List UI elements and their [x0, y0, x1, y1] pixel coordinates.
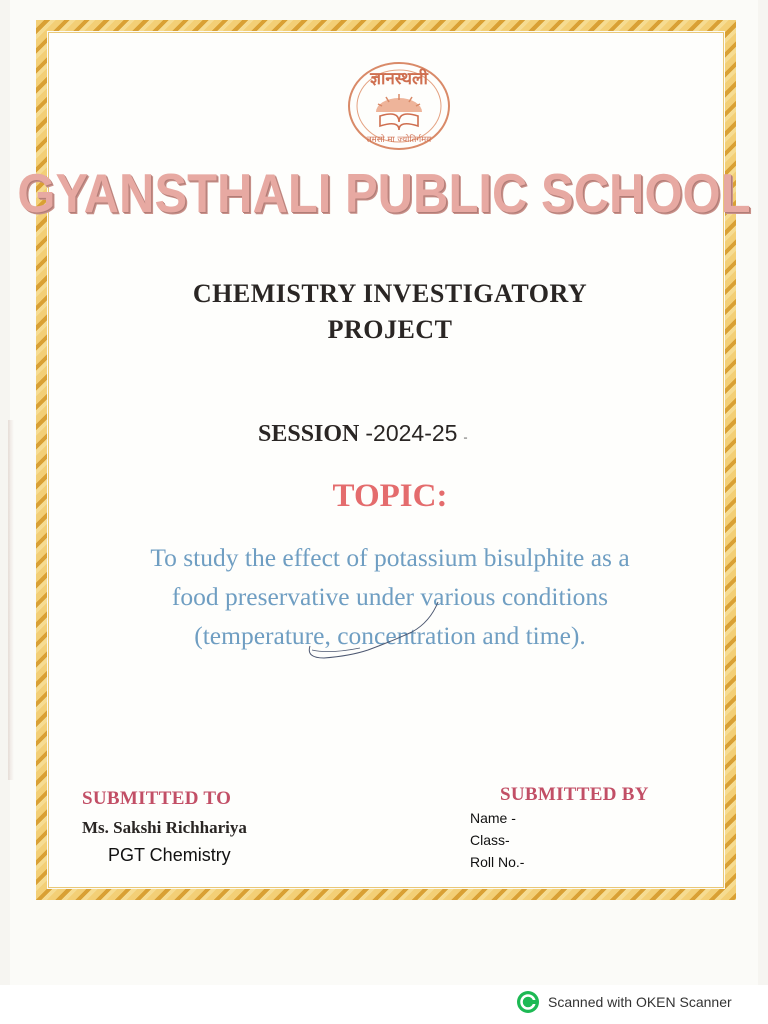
page-edge-shadow	[8, 420, 14, 780]
session-line	[258, 420, 467, 448]
project-title-line-2: PROJECT	[327, 315, 453, 344]
session-year: -2024-25	[365, 420, 458, 446]
topic-line-2: food preservative under various conditions	[171, 582, 609, 611]
scanner-watermark	[516, 990, 732, 1014]
topic-heading: TOPIC:	[332, 478, 448, 514]
teacher-role: PGT Chemistry	[108, 845, 231, 865]
emblem-book-icon	[380, 114, 418, 130]
school-name: GYANSTHALI PUBLIC SCHOOL	[17, 163, 751, 225]
project-title-line-1: CHEMISTRY INVESTIGATORY	[192, 279, 588, 308]
emblem-sun-icon	[376, 94, 422, 112]
emblem-top-text: ज्ञानस्थली	[370, 69, 428, 89]
submitted-to-heading: SUBMITTED TO	[82, 788, 232, 809]
project-title	[0, 276, 768, 348]
page-content-area	[48, 32, 724, 888]
session-label: SESSION	[258, 421, 360, 447]
emblem-motto-text: तमसो मा ज्योतिर्गमय	[366, 135, 432, 145]
submitted-by-heading: SUBMITTED BY	[500, 784, 649, 805]
student-roll-label: Roll No.-	[470, 854, 525, 870]
scanner-text: Scanned with OKEN Scanner	[548, 994, 732, 1010]
teacher-name: Ms. Sakshi Richhariya	[82, 818, 247, 837]
session-trailing-mark: -	[463, 430, 468, 444]
student-name-label: Name -	[470, 810, 516, 826]
topic-line-3: (temperature, concentration and time).	[194, 621, 586, 650]
topic-line-1: To study the effect of potassium bisulphite as a	[150, 543, 630, 572]
oken-scanner-logo-icon	[516, 990, 540, 1014]
school-emblem-icon	[346, 60, 452, 152]
student-class-label: Class-	[470, 832, 510, 848]
pen-scribble-mark	[290, 588, 440, 668]
